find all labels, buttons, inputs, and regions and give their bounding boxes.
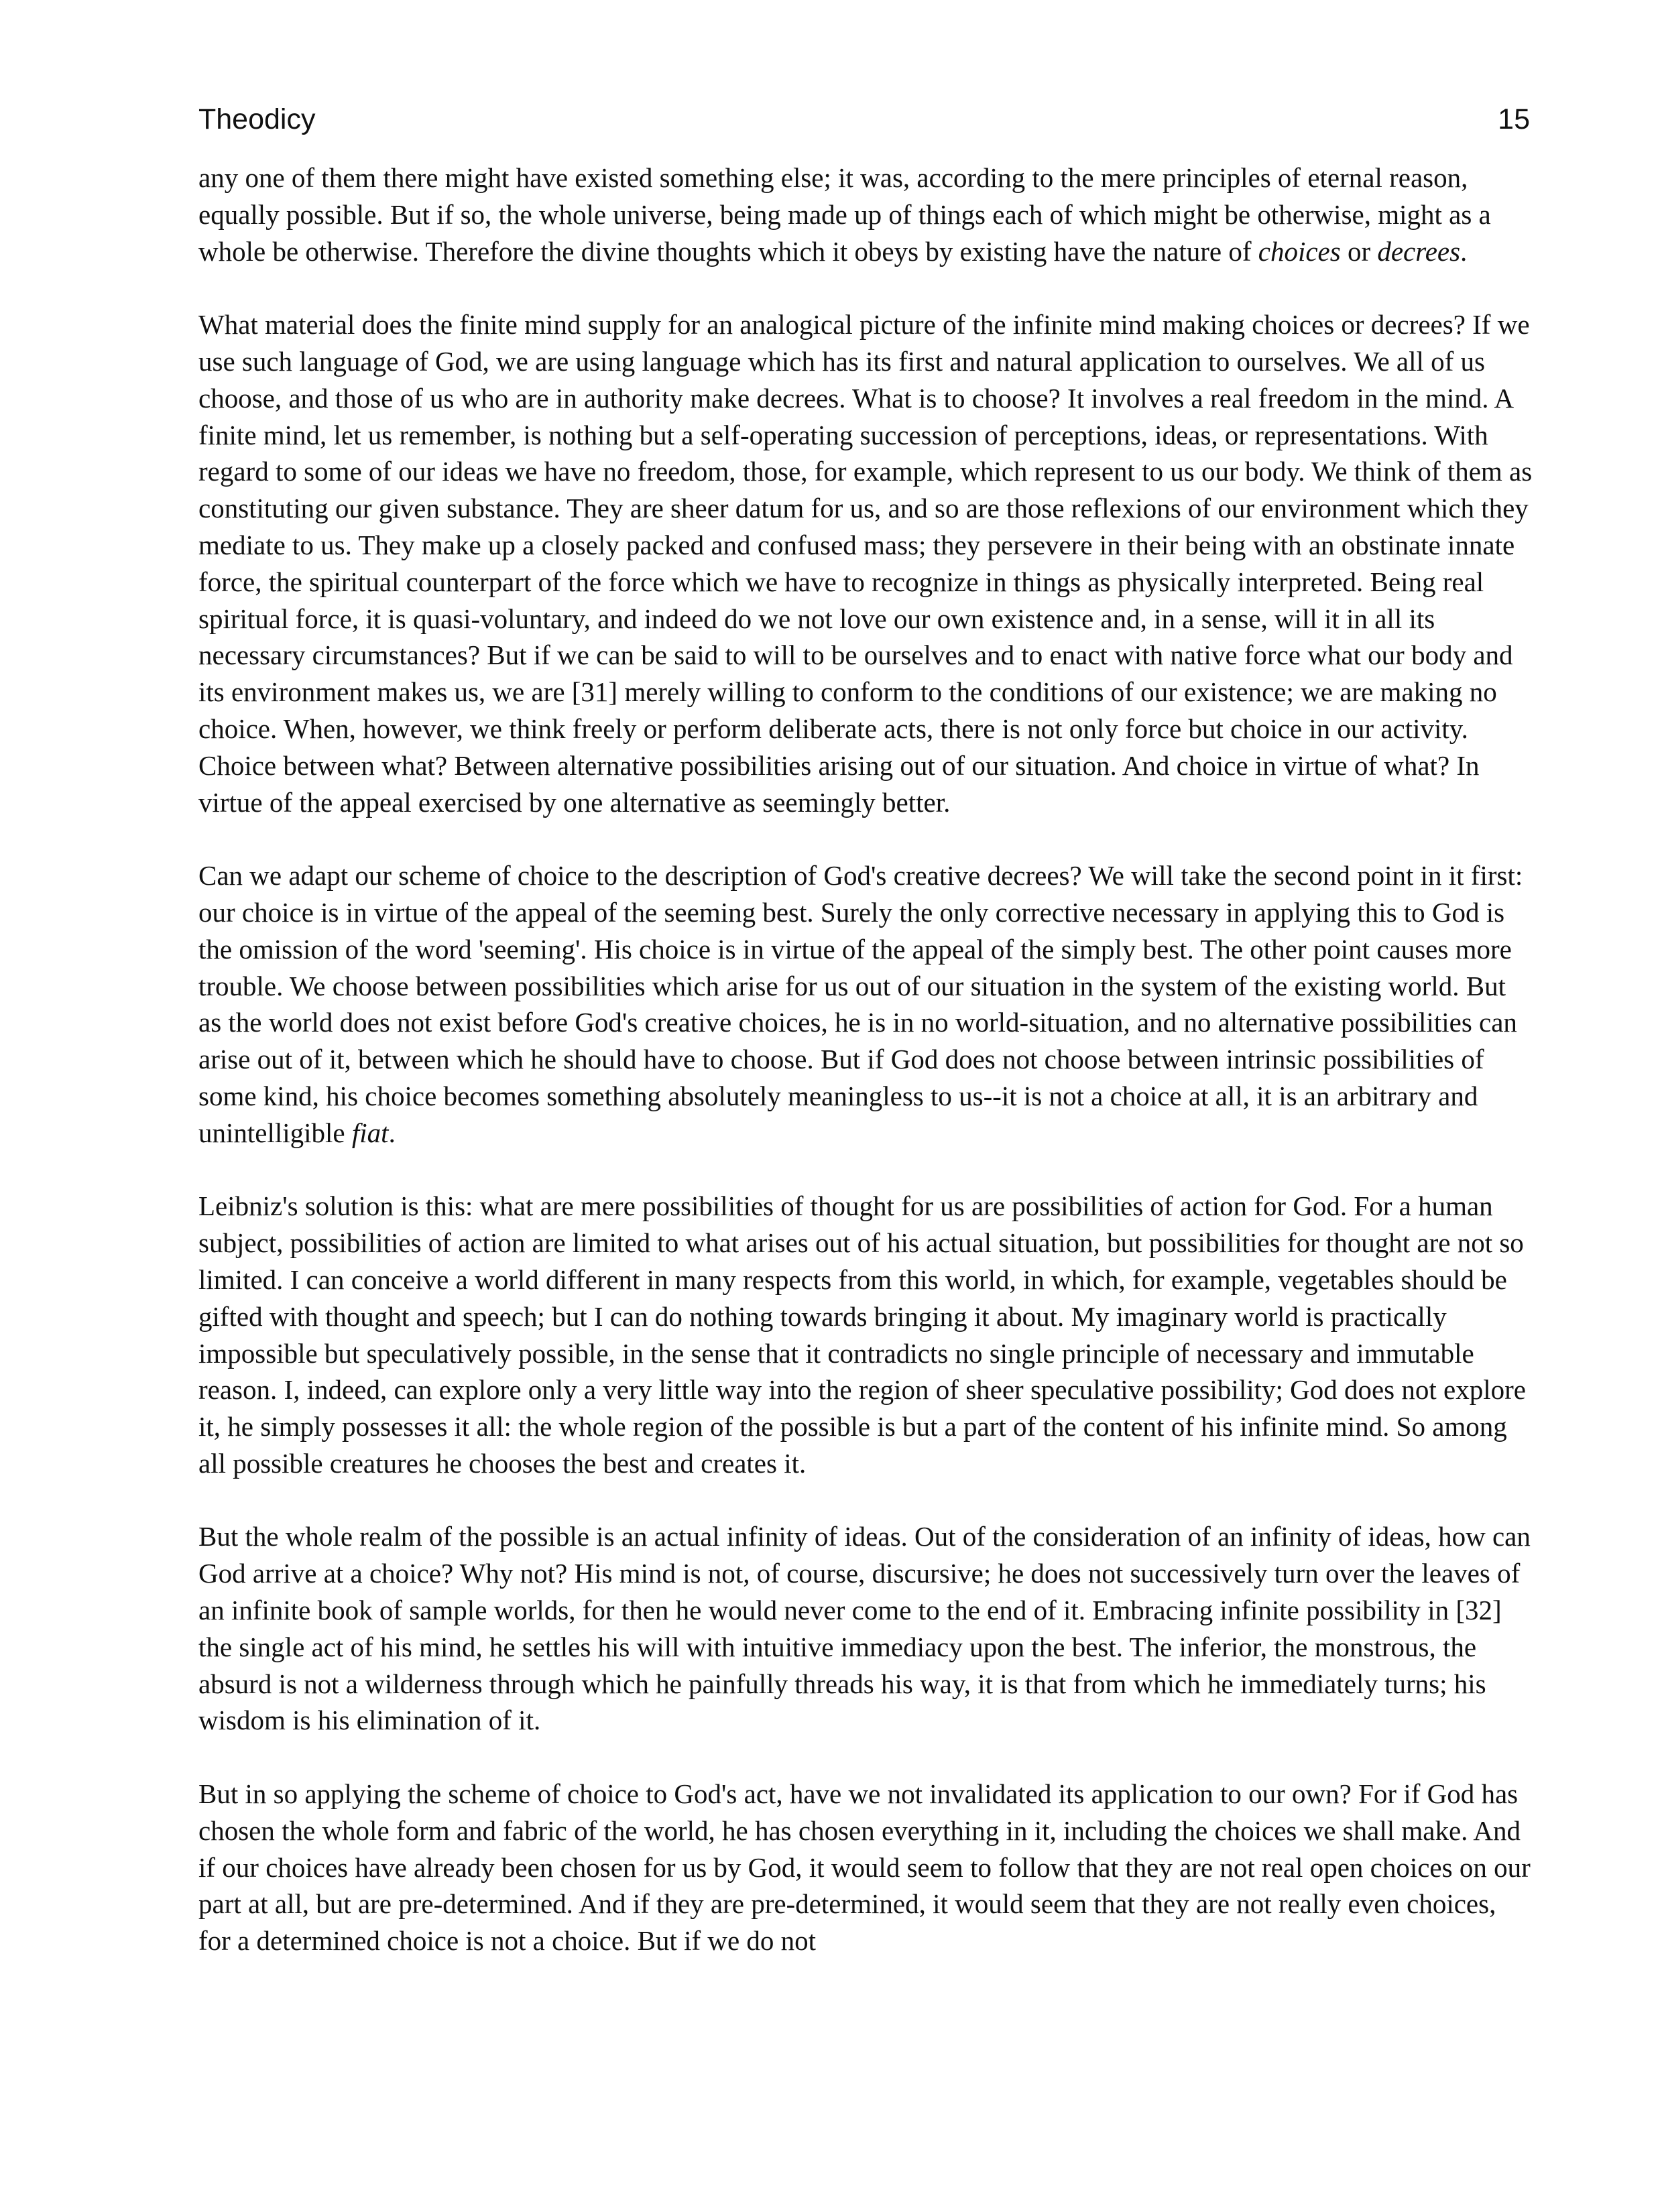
paragraph-1-text-b: or bbox=[1340, 235, 1378, 267]
paragraph-1-text-a: any one of them there might have existed something else; it was, according to the mere principles of eternal reason, equally possible. But if so, the whole universe, being made up of things each of which might be otherwise, might as a whole be otherwise. Therefore the divine thoughts which it obeys by existing have the nature of bbox=[198, 162, 1491, 267]
paragraph-1 bbox=[198, 160, 1533, 269]
paragraph-5: But the whole realm of the possible is an actual infinity of ideas. Out of the consideration of an infinity of ideas, how can God arrive at a choice? Why not? His mind is not, of course, discursive; he does not successively turn over the leaves of an infinite book of sample worlds, for then he would never come to the end of it. Embracing infinite possibility in [32] the single act of his mind, he settles his will with intuitive immediacy upon the best. The inferior, the monstrous, the absurd is not a wilderness through which he painfully threads his way, it is that from which he immediately turns; his wisdom is his elimination of it. bbox=[198, 1521, 1531, 1736]
paragraph-6: But in so applying the scheme of choice to God's act, have we not invalidated its application to our own? For if God has chosen the whole form and fabric of the world, he has chosen everything in it, including the choices we shall make. And if our choices have already been chosen for us by God, it would seem to follow that they are not real open choices on our part at all, but are pre-determined. And if they are pre-determined, it would seem that they are not really even choices, for a determined choice is not a choice. But if we do not bbox=[198, 1778, 1531, 1957]
paragraph-3 bbox=[198, 857, 1533, 1151]
paragraph-2: What material does the finite mind supply for an analogical picture of the infinite mind making choices or decrees? If we use such language of God, we are using language which has its first and natural application to ourselves. We all of us choose, and those of us who are in authority make decrees. What is to choose? It involves a real freedom in the mind. A finite mind, let us remember, is nothing but a self-operating succession of perceptions, ideas, or representations. With regard to some of our ideas we have no freedom, those, for example, which represent to us our body. We think of them as constituting our given substance. They are sheer datum for us, and so are those reflexions of our environment which they mediate to us. They make up a closely packed and confused mass; they persevere in their being with an obstinate innate force, the spiritual counterpart of the force which we have to recognize in things as physically interpreted. Being real spiritual force, it is quasi-voluntary, and indeed do we not love our own existence and, in a sense, will it in all its necessary circumstances? But if we can be said to will to be ourselves and to enact with native force what our body and its environment makes us, we are [31] merely willing to conform to the conditions of our existence; we are making no choice. When, however, we think freely or perform deliberate acts, there is not only force but choice in our activity. Choice between what? Between alternative possibilities arising out of our situation. And choice in virtue of what? In virtue of the appeal exercised by one alternative as seemingly better. bbox=[198, 309, 1533, 818]
emphasis-choices: choices bbox=[1258, 235, 1341, 267]
running-title: Theodicy bbox=[198, 103, 316, 135]
body-text bbox=[198, 160, 1533, 1959]
paragraph-1-text-c: . bbox=[1460, 235, 1468, 267]
paragraph-3-text-a: Can we adapt our scheme of choice to the description of God's creative decrees? We will take the second point in it first: our choice is in virtue of the appeal of the seeming best. Surely the only corrective necessary in applying this to God is the omission of the word 'seeming'. His choice is in virtue of the appeal of the simply best. The other point causes more trouble. We choose between possibilities which arise for us out of our situation in the system of the existing world. But as the world does not exist before God's creative choices, he is in no world-situation, and no alternative possibilities can arise out of it, between which he should have to choose. But if God does not choose between intrinsic possibilities of some kind, his choice becomes something absolutely meaningless to us--it is not a choice at all, it is an arbitrary and unintelligible bbox=[198, 860, 1523, 1148]
running-header bbox=[198, 99, 1530, 139]
paragraph-3-text-b: . bbox=[388, 1117, 396, 1148]
emphasis-fiat: fiat bbox=[351, 1117, 389, 1148]
emphasis-decrees: decrees bbox=[1377, 235, 1461, 267]
paragraph-4: Leibniz's solution is this: what are mere possibilities of thought for us are possibilities of action for God. For a human subject, possibilities of action are limited to what arises out of his actual situation, but possibilities for thought are not so limited. I can conceive a world different in many respects from this world, in which, for example, vegetables should be gifted with thought and speech; but I can do nothing towards bringing it about. My imaginary world is practically impossible but speculatively possible, in the sense that it contradicts no single principle of necessary and immutable reason. I, indeed, can explore only a very little way into the region of sheer speculative possibility; God does not explore it, he simply possesses it all: the whole region of the possible is but a part of the content of his infinite mind. So among all possible creatures he chooses the best and creates it. bbox=[198, 1190, 1526, 1479]
page-number: 15 bbox=[1498, 103, 1530, 135]
